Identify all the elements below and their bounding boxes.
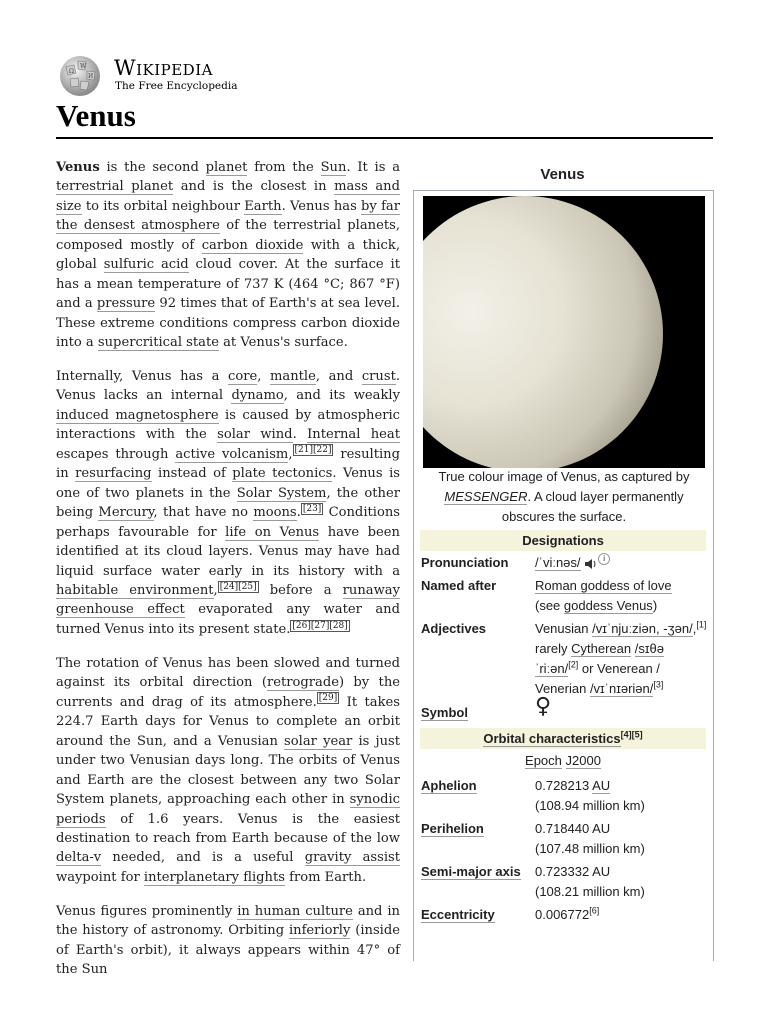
aphelion-km: (108.94 million km) [535, 798, 645, 813]
pronunciation-value [535, 553, 707, 573]
article-link[interactable]: synodic periods [56, 792, 400, 827]
eccentricity-number: 0.006772 [535, 907, 590, 922]
named-after-see: (see [535, 598, 564, 613]
article-body [56, 158, 400, 994]
j2000-link[interactable]: J2000 [565, 753, 601, 768]
text-run: Conditions perhaps favourable for [56, 505, 400, 540]
text-run: before a [258, 583, 343, 599]
article-paragraph-3 [56, 654, 400, 887]
semi-major-axis-link[interactable]: Semi-major axis [421, 864, 521, 879]
svg-text:W: W [80, 63, 87, 70]
article-link[interactable]: interplanetary flights [143, 869, 285, 885]
named-after-value [535, 576, 707, 616]
infobox [413, 190, 714, 961]
epoch-row [420, 753, 706, 768]
pronunciation-label: Pronunciation [421, 555, 509, 570]
adj-ipa-1[interactable]: /vɪˈnjuːziən, -ʒən/ [592, 621, 693, 636]
text-run: . [292, 427, 308, 443]
ref-2[interactable]: [2] [568, 659, 579, 670]
article-link[interactable]: dynamo [231, 388, 284, 404]
text-run: with a thick, global [56, 237, 400, 273]
article-link[interactable]: life on Venus [225, 524, 320, 540]
wikipedia-globe-logo[interactable] [56, 53, 104, 97]
article-link[interactable]: gravity assist [304, 850, 400, 866]
text-run: , and [315, 369, 362, 385]
article-link[interactable]: plate tectonics [232, 466, 333, 482]
cytherean-link[interactable]: Cytherean [571, 641, 632, 656]
text-run: Internally, Venus has a [56, 369, 229, 385]
aphelion-link[interactable]: Aphelion [421, 778, 477, 793]
text-run: (inside of Earth's orbit), it always appears within 47° of the Sun [56, 923, 400, 978]
article-paragraph-2 [56, 367, 400, 639]
text-run: at Venus's surface. [218, 335, 348, 351]
text-run: is caused by atmospheric interactions with the [56, 407, 400, 443]
perihelion-km: (107.48 million km) [535, 841, 645, 856]
text-run: . Venus lacks an internal [56, 369, 401, 404]
named-after-close: ) [652, 598, 658, 613]
article-link[interactable]: pressure [96, 296, 156, 312]
article-link[interactable]: by far the densest atmosphere [56, 198, 400, 234]
orbital-characteristics-link[interactable]: Orbital characteristics [483, 731, 621, 746]
text-run: of the terrestrial planets, composed mostly of [56, 218, 400, 253]
roman-goddess-link[interactable]: Roman goddess of love [535, 578, 672, 593]
text-run: instead of [151, 466, 233, 482]
adj-rarely: rarely [535, 641, 572, 656]
citation-ref[interactable]: [21][22] [294, 445, 332, 456]
eccentricity-label [421, 907, 495, 922]
text-run: and is the closest in [173, 179, 335, 195]
text-run: It takes 224.7 Earth days for Venus to complete an orbit around the Sun, and a Venusian [56, 694, 400, 749]
text-run: , [288, 446, 293, 462]
article-link[interactable]: retrograde [266, 675, 339, 691]
symbol-link[interactable]: Symbol [421, 705, 468, 720]
aphelion-value [535, 776, 707, 816]
text-run: , [213, 583, 218, 599]
venus-planet-graphic [423, 196, 705, 468]
text-run: needed, and is a useful [101, 850, 305, 866]
text-run: to its orbital neighbour [81, 198, 245, 214]
goddess-venus-link[interactable]: goddess Venus [563, 598, 653, 613]
article-link[interactable]: induced magnetosphere [56, 407, 219, 423]
article-paragraph-4 [56, 902, 400, 980]
text-run: cloud cover. At the surface it has a mean temperature of 737 K (464 °C; 867 °F) and a [56, 257, 400, 312]
article-link[interactable]: supercritical state [97, 335, 219, 351]
citation-ref[interactable]: [26][27][28] [292, 620, 348, 631]
semi-major-axis-value [535, 862, 707, 902]
bold-term: Venus [56, 160, 100, 175]
adjectives-label: Adjectives [421, 621, 487, 636]
article-link[interactable]: carbon dioxide [201, 237, 304, 253]
wikipedia-wordmark[interactable]: Wikipedia [114, 56, 213, 80]
text-run: is the second [99, 160, 206, 175]
text-run: from the [247, 160, 321, 175]
text-run: from Earth. [284, 869, 367, 885]
ref-1[interactable]: [1] [696, 619, 707, 630]
text-run: . It is a [346, 160, 401, 175]
messenger-link[interactable]: MESSENGER [444, 489, 528, 504]
page-title: Venus [56, 98, 136, 133]
adj-venusian: Venusian [535, 621, 589, 636]
text-run: is just under two Venusian days long. The orbits of Venus and Earth are the closest between any two Solar System planets, approaching each other in [56, 733, 400, 808]
eccentricity-value [535, 905, 707, 925]
article-link[interactable]: Mercury [98, 505, 154, 521]
text-run: evaporated any water and turned Venus into its present state. [56, 602, 400, 637]
adjectives-value: Venusian /vɪˈnjuːziən, -ʒən/,[1] rarely Cytherean /sɪθəˈriːən/[2] or Venerean / Venerian /vɪˈnɪəriən/[3] [535, 619, 707, 696]
info-icon[interactable]: i [598, 553, 610, 565]
text-run: waypoint for [56, 869, 144, 885]
orbital-characteristics-header [420, 728, 706, 749]
article-link[interactable]: delta-v [56, 850, 102, 866]
svg-text:И: И [88, 73, 94, 80]
article-link[interactable]: Solar System [236, 485, 327, 501]
article-link[interactable]: Sun [320, 160, 347, 175]
title-divider [56, 137, 713, 139]
article-link[interactable]: Earth [244, 198, 282, 214]
text-run: escapes through [56, 446, 176, 462]
ref-6[interactable]: [6] [589, 905, 600, 916]
au-link[interactable]: AU [592, 778, 611, 793]
text-run: , and its weakly [283, 388, 400, 404]
text-run: . Venus has [281, 198, 362, 214]
article-link[interactable]: planet [205, 160, 248, 175]
article-link[interactable]: terrestrial planet [56, 179, 174, 195]
text-run: ) by the currents and drag of its atmosphere. [56, 675, 400, 710]
text-run: , [257, 369, 270, 385]
ref-4-5[interactable]: [4][5] [620, 729, 643, 740]
article-paragraph-1 [56, 158, 400, 353]
semi-major-axis-label [421, 864, 521, 879]
text-run: resulting in [56, 446, 400, 482]
aphelion-number: 0.728213 [535, 778, 590, 793]
speaker-icon[interactable] [584, 559, 598, 569]
text-run: , the other being [56, 485, 400, 521]
perihelion-label [421, 821, 484, 836]
eccentricity-link[interactable]: Eccentricity [421, 907, 495, 922]
text-run: . [296, 505, 301, 521]
text-run: 92 times that of Earth's at sea level. These extreme conditions compress carbon dioxide into a [56, 296, 400, 351]
article-link[interactable]: sulfuric acid [103, 257, 189, 273]
pronunciation-ipa-link[interactable]: /ˈviːnəs/ [535, 555, 581, 570]
article-link[interactable]: in human culture [237, 903, 353, 919]
article-link[interactable]: crust [361, 369, 396, 385]
symbol-label [421, 705, 468, 720]
citation-ref[interactable]: [23] [302, 503, 322, 514]
perihelion-value [535, 819, 707, 859]
adj-ipa-2[interactable]: /sɪθəˈriːən/ [535, 641, 664, 676]
article-link[interactable]: Internal heat [307, 427, 401, 443]
image-caption-text-end: . A cloud layer permanently obscures the surface. [501, 489, 684, 524]
article-link[interactable]: runaway greenhouse effect [56, 583, 400, 618]
text-run: of 1.6 years. Venus is the easiest destination to reach from Earth because of the low [56, 811, 400, 846]
article-link[interactable]: moons [253, 505, 297, 521]
article-link[interactable]: core [228, 369, 258, 385]
article-link[interactable]: mantle [270, 369, 316, 385]
svg-text:Ω: Ω [69, 68, 74, 75]
designations-header: Designations [420, 530, 706, 551]
adj-or: or Venerean / Venerian [535, 661, 660, 696]
image-caption [424, 467, 704, 527]
article-link[interactable]: solar year [284, 733, 353, 749]
article-link[interactable]: mass and size [56, 179, 400, 214]
image-caption-text: True colour image of Venus, as captured by [438, 469, 690, 484]
epoch-link[interactable]: Epoch [525, 753, 562, 768]
citation-ref[interactable]: [29] [318, 693, 338, 704]
article-link[interactable]: habitable environment [56, 583, 214, 599]
perihelion-link[interactable]: Perihelion [421, 821, 484, 836]
text-run: have been identified at its cloud layers. Venus may have had liquid surface water early in its history with a [56, 524, 400, 579]
aphelion-label [421, 778, 477, 793]
citation-ref[interactable]: [24][25] [219, 581, 257, 592]
article-link[interactable]: inferiorly [288, 923, 351, 939]
perihelion-number: 0.718440 AU [535, 821, 611, 836]
ref-3[interactable]: [3] [653, 679, 664, 690]
article-link[interactable]: active volcanism [175, 446, 289, 462]
adj-ipa-3[interactable]: /vɪˈnɪəriən/ [589, 681, 654, 696]
text-run: , that have no [153, 505, 254, 521]
text-run: and in the history of astronomy. Orbiting [56, 903, 400, 939]
venus-image[interactable] [423, 196, 705, 468]
article-link[interactable]: resurfacing [75, 466, 152, 482]
text-run: The rotation of Venus has been slowed and turned against its orbital direction ( [56, 655, 400, 691]
semi-major-km: (108.21 million km) [535, 884, 645, 899]
wikipedia-tagline: The Free Encyclopedia [115, 80, 238, 92]
named-after-label: Named after [421, 578, 497, 593]
infobox-caption: Venus [540, 166, 585, 183]
semi-major-number: 0.723332 AU [535, 864, 611, 879]
article-link[interactable]: solar wind [217, 427, 293, 443]
text-run: Venus figures prominently [56, 903, 238, 919]
symbol-value: ♀ [535, 694, 552, 719]
text-run: . Venus is one of two planets in the [56, 466, 400, 501]
